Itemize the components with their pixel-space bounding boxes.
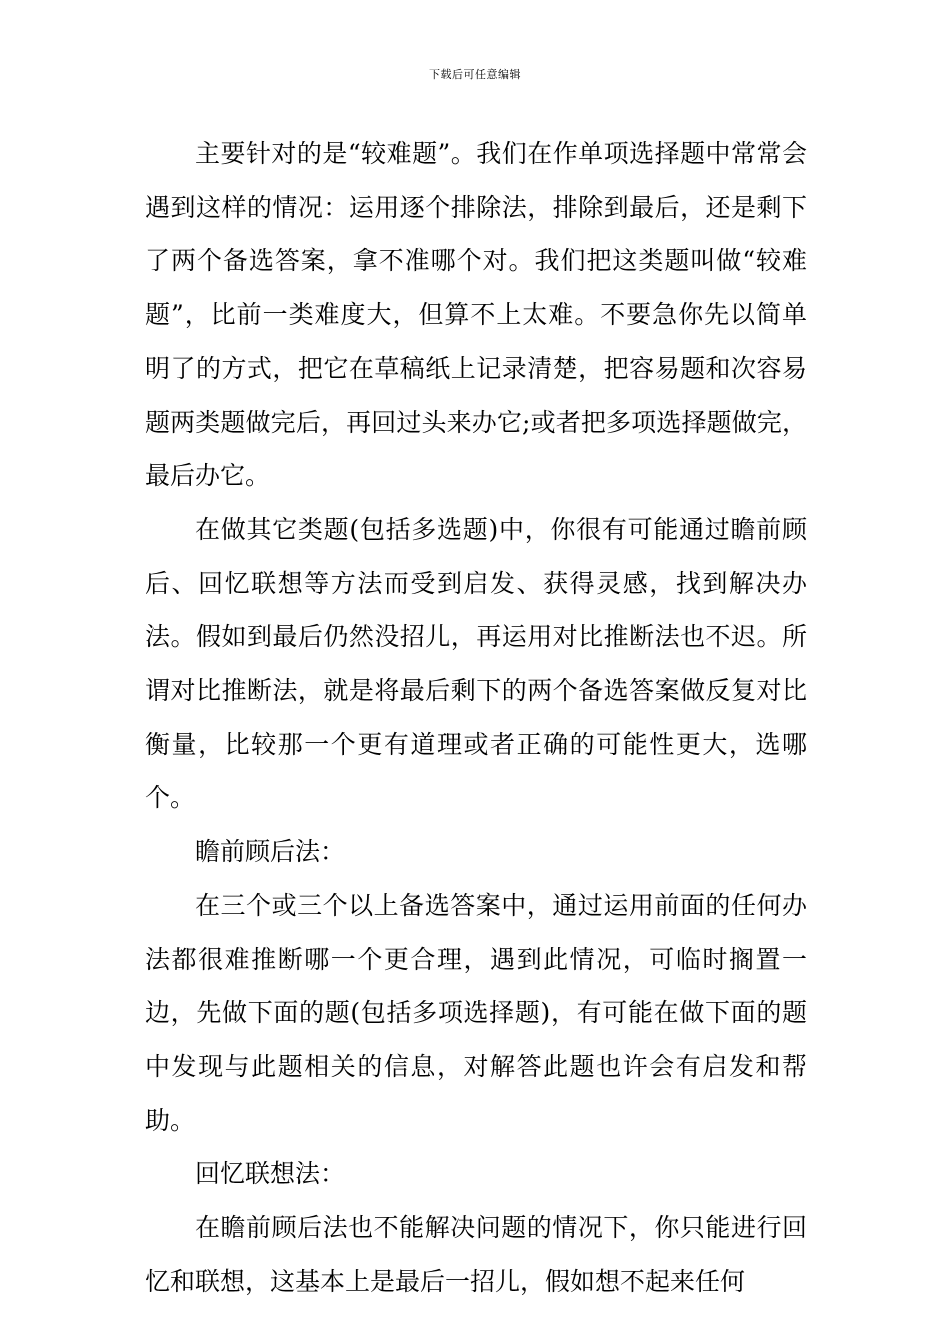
section-heading: 回忆联想法： bbox=[195, 1159, 346, 1189]
paragraph: 主要针对的是“较难题”。我们在作单项选择题中常常会遇到这样的情况：运用逐个排除法，排除到最后，还是剩下了两个备选答案，拿不准哪个对。我们把这类题叫做“较难题”，比前一类难度大，但算不上太难。不要急你先以简单明了的方式，把它在草稿纸上记录清楚，把容易题和次容易题两类题做完后，再回过头来办它;或者把多项选择题做完，最后办它。 bbox=[145, 139, 807, 491]
paragraph: 在做其它类题(包括多选题)中，你很有可能通过瞻前顾后、回忆联想等方法而受到启发、获得灵感，找到解决办法。假如到最后仍然没招儿，再运用对比推断法也不迟。所谓对比推断法，就是将最后剩下的两个备选答案做反复对比衡量，比较那一个更有道理或者正确的可能性更大，选哪个。 bbox=[145, 514, 807, 813]
document-body bbox=[145, 127, 807, 1308]
paragraph: 在三个或三个以上备选答案中，通过运用前面的任何办法都很难推断哪一个更合理，遇到此情况，可临时搁置一边，先做下面的题(包括多项选择题)，有可能在做下面的题中发现与此题相关的信息，对解答此题也许会有启发和帮助。 bbox=[145, 890, 807, 1135]
header-note: 下载后可任意编辑 bbox=[429, 68, 521, 81]
section-heading: 瞻前顾后法： bbox=[195, 837, 346, 867]
paragraph: 在瞻前顾后法也不能解决问题的情况下，你只能进行回忆和联想，这基本上是最后一招儿，假如想不起来任何 bbox=[145, 1213, 807, 1296]
